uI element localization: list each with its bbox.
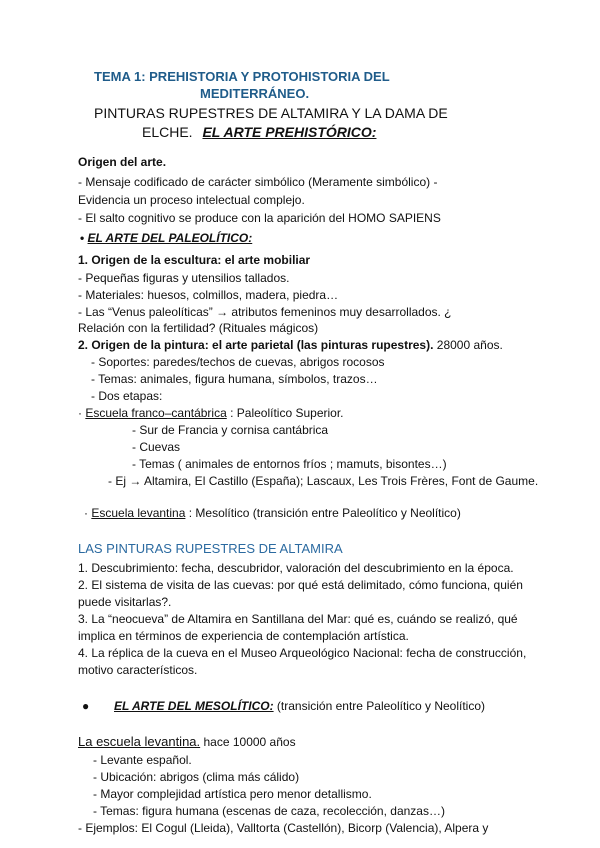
franco-item-1: - Sur de Francia y cornisa cantábrica bbox=[132, 423, 329, 437]
pintura-item-3: - Dos etapas: bbox=[91, 389, 163, 403]
altamira-item-1: 1. Descubrimiento: fecha, descubridor, valoración del descubrimiento en la época. bbox=[78, 561, 514, 575]
altamira-item-3b: implica en términos de experiencia de contemplación artística. bbox=[78, 629, 409, 643]
levantina-line bbox=[84, 506, 461, 520]
doc-subtitle-line2 bbox=[142, 125, 376, 139]
doc-title-line1: TEMA 1: PREHISTORIA Y PROTOHISTORIA DEL bbox=[94, 69, 390, 84]
paleolitico-section bbox=[80, 231, 252, 245]
levantina-desc: : Mesolítico (transición entre Paleolítico y Neolítico) bbox=[185, 506, 461, 520]
escuela-levantina-desc: hace 10000 años bbox=[200, 735, 296, 749]
franco-cantabrica-desc: : Paleolítico Superior. bbox=[226, 406, 344, 420]
paleolitico-heading: EL ARTE DEL PALEOLÍTICO: bbox=[87, 231, 253, 245]
paleolitico-bullet: • bbox=[80, 231, 85, 245]
pintura-item-1: - Soportes: paredes/techos de cuevas, abrigos rocosos bbox=[91, 355, 385, 369]
levantina-dot: · bbox=[84, 506, 92, 520]
doc-subtitle-line1: PINTURAS RUPESTRES DE ALTAMIRA Y LA DAMA DE bbox=[94, 105, 448, 121]
escultura-item-2: - Materiales: huesos, colmillos, madera, piedra… bbox=[78, 288, 339, 302]
franco-item-2: - Cuevas bbox=[132, 440, 181, 454]
mesolitico-desc: (transición entre Paleolítico y Neolítico) bbox=[273, 699, 486, 713]
pintura-heading: 2. Origen de la pintura: el arte parietal (las pinturas rupestres). bbox=[78, 338, 434, 352]
altamira-item-3a: 3. La “neocueva” de Altamira en Santillana del Mar: qué es, cuándo se realizó, qué bbox=[78, 612, 518, 626]
franco-item-4: - Ej → Altamira, El Castillo (España); Lascaux, Les Trois Frères, Font de Gaume. bbox=[108, 474, 539, 488]
mesolitico-bullet: ● bbox=[82, 699, 90, 713]
origen-line-1b: Evidencia un proceso intelectual complejo. bbox=[78, 193, 305, 207]
franco-item-3: - Temas ( animales de entornos fríos ; mamuts, bisontes…) bbox=[132, 457, 447, 471]
origen-line-1a: - Mensaje codificado de carácter simbólico (Meramente simbólico) - bbox=[78, 175, 438, 189]
franco-dot: · bbox=[78, 406, 86, 420]
doc-title-line2: MEDITERRÁNEO. bbox=[200, 86, 310, 101]
origen-heading: Origen del arte. bbox=[78, 155, 167, 169]
levantina-item-5: - Ejemplos: El Cogul (Lleida), Valltorta (Castellón), Bicorp (Valencia), Alpera y bbox=[78, 821, 489, 835]
franco-cantabrica-label: Escuela franco–cantábrica bbox=[85, 406, 227, 420]
altamira-heading: LAS PINTURAS RUPESTRES DE ALTAMIRA bbox=[78, 541, 343, 556]
altamira-item-4b: motivo característicos. bbox=[78, 663, 198, 677]
escultura-item-3a: - Las “Venus paleolíticas” → atributos femeninos muy desarrollados. ¿ bbox=[78, 305, 452, 319]
escultura-item-1: - Pequeñas figuras y utensilios tallados. bbox=[78, 271, 290, 285]
franco-cantabrica-line bbox=[78, 406, 344, 420]
escultura-item-3b: Relación con la fertilidad? (Rituales mágicos) bbox=[78, 321, 319, 335]
escuela-levantina-line bbox=[78, 735, 296, 749]
levantina-item-1: - Levante español. bbox=[93, 753, 192, 767]
levantina-item-4: - Temas: figura humana (escenas de caza, recolección, danzas…) bbox=[93, 804, 445, 818]
pintura-heading-line bbox=[78, 338, 503, 352]
pintura-years: 28000 años. bbox=[433, 338, 503, 352]
escuela-levantina-label: La escuela levantina. bbox=[78, 734, 201, 749]
levantina-item-2: - Ubicación: abrigos (clima más cálido) bbox=[93, 770, 300, 784]
escultura-heading: 1. Origen de la escultura: el arte mobiliar bbox=[78, 253, 311, 267]
pintura-item-2: - Temas: animales, figura humana, símbolos, trazos… bbox=[91, 372, 378, 386]
origen-line-2: - El salto cognitivo se produce con la aparición del HOMO SAPIENS bbox=[78, 211, 441, 225]
subtitle-elche: ELCHE. bbox=[142, 124, 193, 140]
levantina-item-3: - Mayor complejidad artística pero menor detallismo. bbox=[93, 787, 372, 801]
mesolitico-heading: EL ARTE DEL MESOLÍTICO: bbox=[114, 699, 274, 713]
altamira-item-2a: 2. El sistema de visita de las cuevas: por qué está delimitado, cómo funciona, quién bbox=[78, 578, 523, 592]
altamira-item-4a: 4. La réplica de la cueva en el Museo Arqueológico Nacional: fecha de construcción, bbox=[78, 646, 527, 660]
subtitle-arte-prehistorico: EL ARTE PREHISTÓRICO: bbox=[202, 124, 377, 140]
levantina-label: Escuela levantina bbox=[91, 506, 186, 520]
altamira-item-2b: puede visitarlas?. bbox=[78, 595, 172, 609]
mesolitico-line bbox=[114, 699, 485, 713]
